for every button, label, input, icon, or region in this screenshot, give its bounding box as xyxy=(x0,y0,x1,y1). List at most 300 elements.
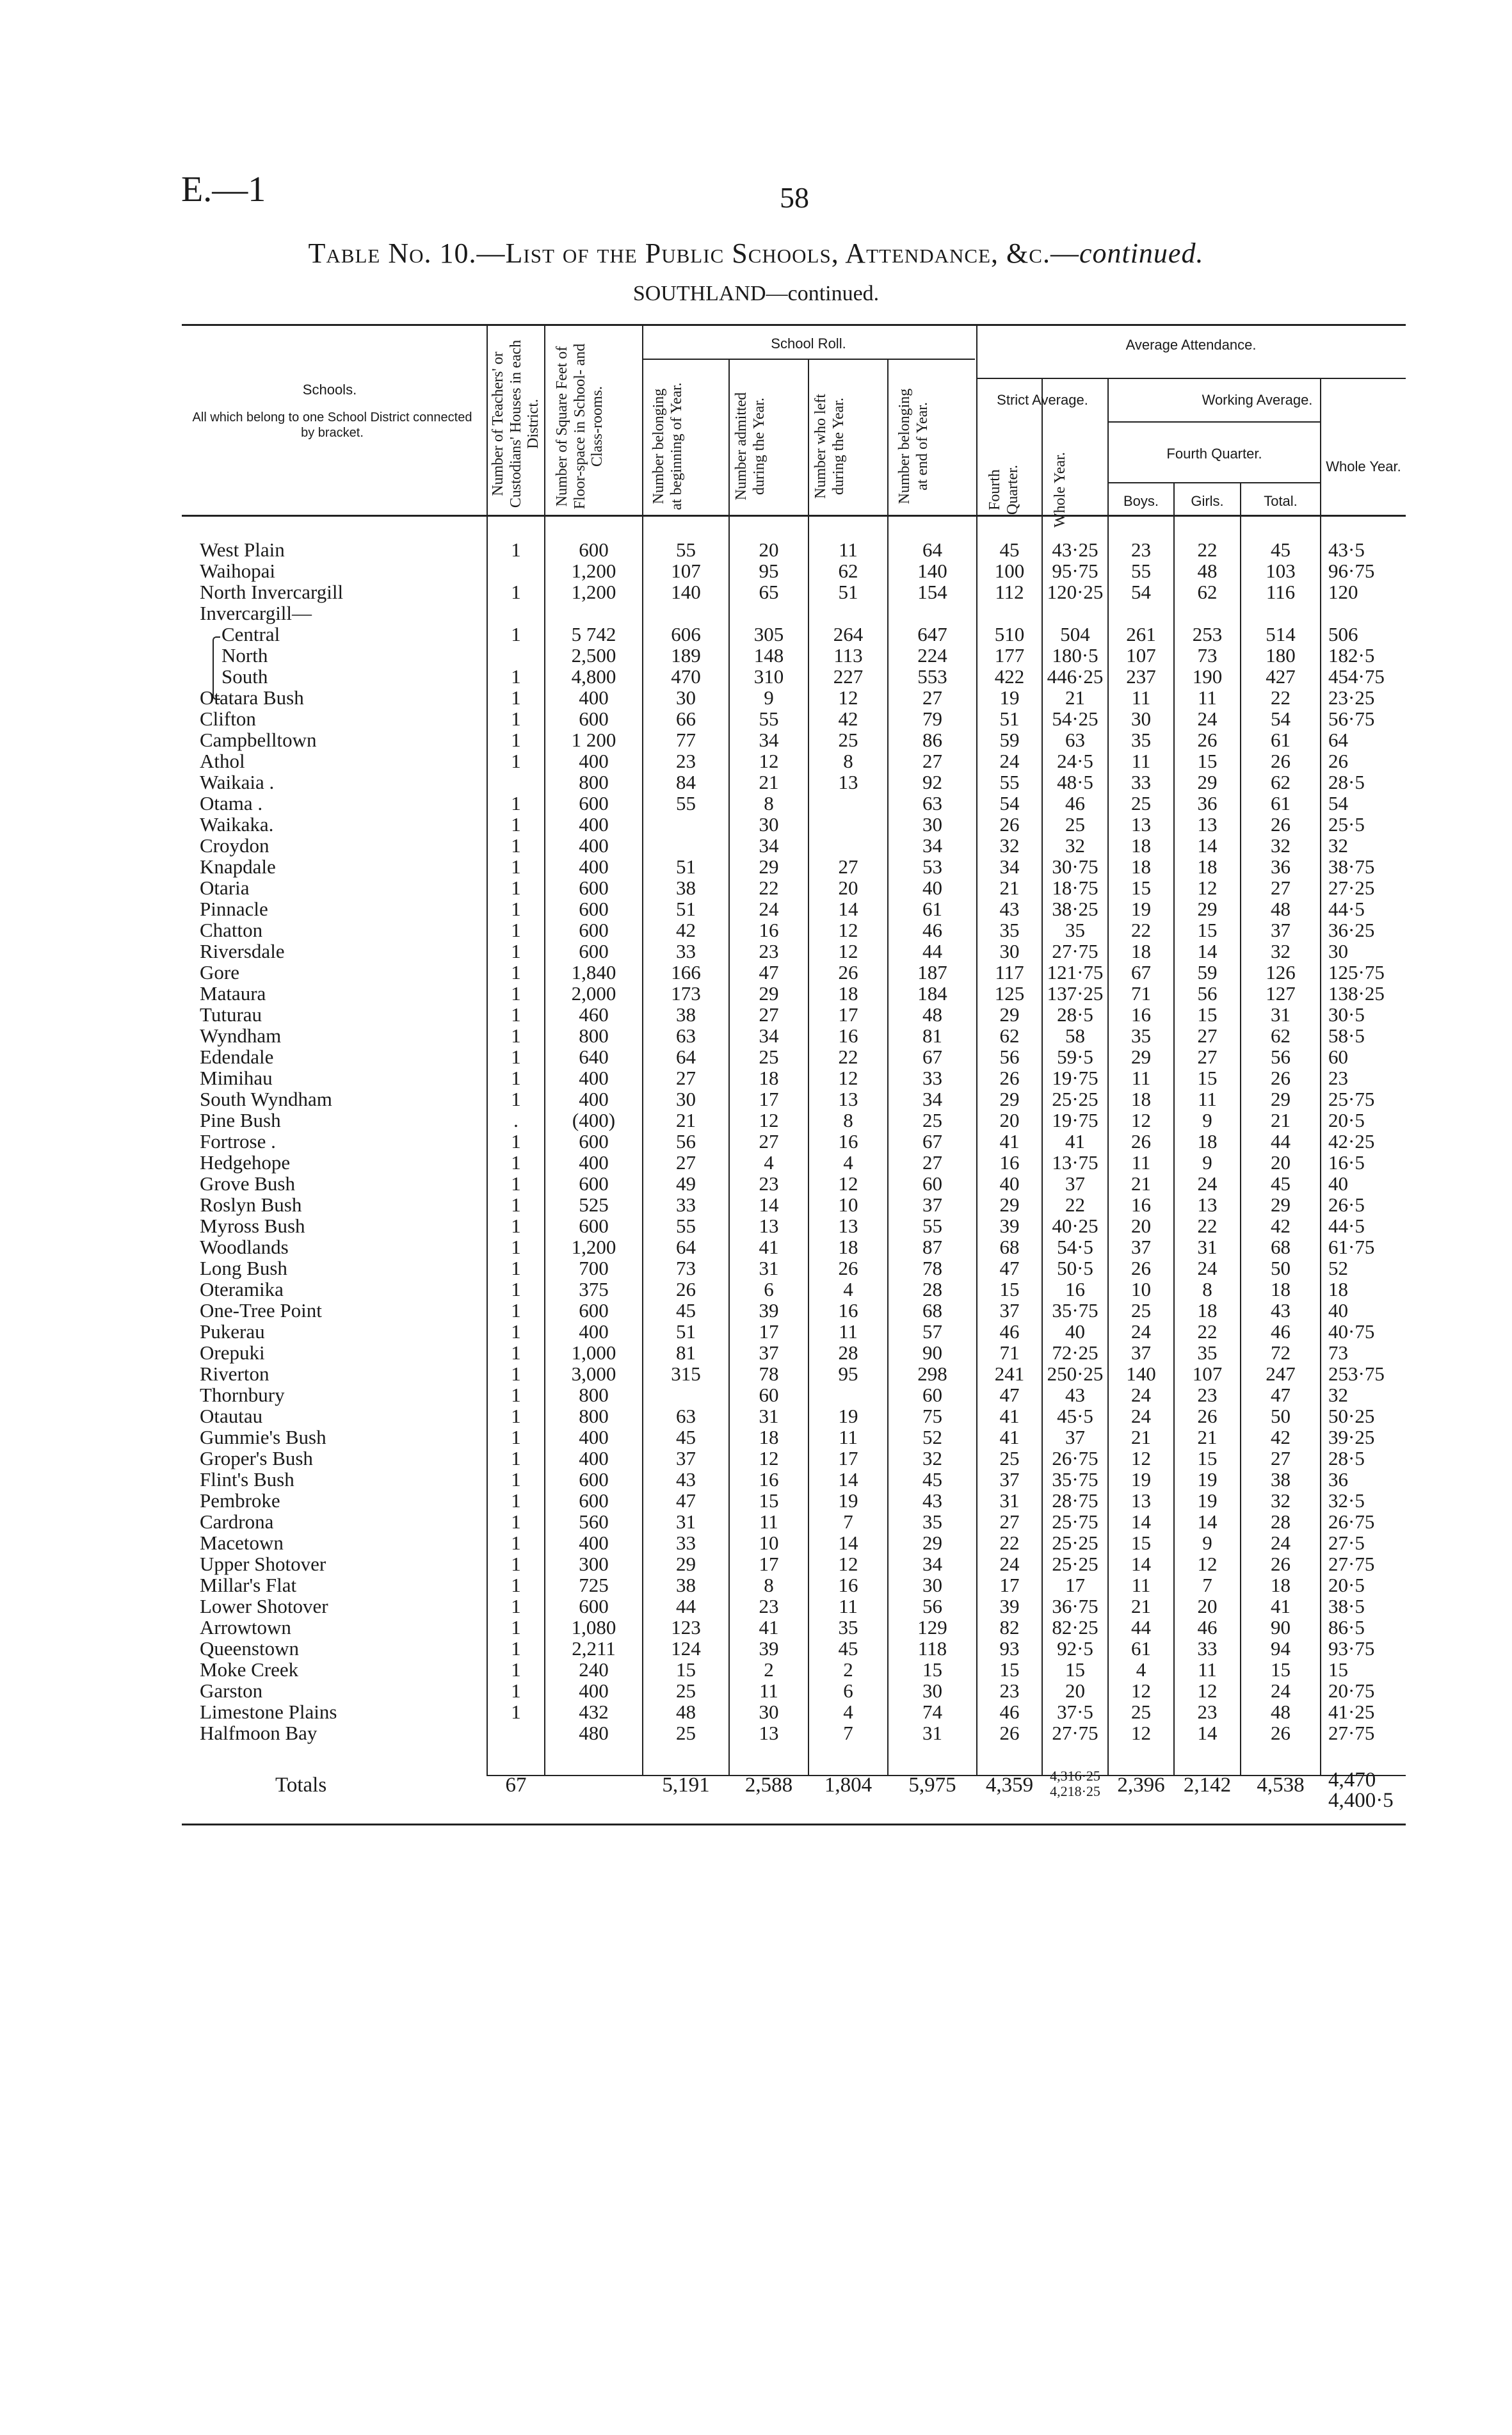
cell-l: 12 xyxy=(838,686,858,709)
cell-b: 166 xyxy=(671,961,701,983)
cell-boys: 35 xyxy=(1131,1024,1151,1047)
cell-a: 4 xyxy=(764,1151,774,1174)
cell-f: 1,000 xyxy=(571,1341,616,1364)
table-row xyxy=(0,1659,1512,1680)
school-name: Waikaka. xyxy=(200,813,274,836)
cell-wy: 36 xyxy=(1328,1468,1348,1491)
cell-tot: 18 xyxy=(1271,1278,1291,1300)
cell-sq: 41 xyxy=(999,1130,1020,1153)
cell-h: 1 xyxy=(511,792,521,814)
cell-tot: 26 xyxy=(1271,750,1291,772)
cell-boys: 107 xyxy=(1126,644,1156,667)
cell-girls: 19 xyxy=(1197,1468,1218,1491)
cell-girls: 15 xyxy=(1197,919,1218,941)
table-row xyxy=(0,1173,1512,1194)
cell-wy: 38·75 xyxy=(1328,855,1375,878)
cell-f: 600 xyxy=(579,1468,609,1491)
cell-a: 78 xyxy=(759,1363,779,1385)
school-name: Croydon xyxy=(200,834,269,857)
cell-girls: 24 xyxy=(1197,708,1218,730)
cell-a: 13 xyxy=(759,1722,779,1744)
cell-sy: 37 xyxy=(1065,1426,1085,1448)
school-name: Upper Shotover xyxy=(200,1553,326,1575)
strict-fourth-quarter-header: Fourth Quarter. xyxy=(986,465,1021,515)
cell-tot: 90 xyxy=(1271,1616,1291,1638)
cell-b: 31 xyxy=(676,1510,696,1533)
cell-girls: 9 xyxy=(1202,1109,1212,1131)
cell-sq: 27 xyxy=(999,1510,1020,1533)
cell-tot: 61 xyxy=(1271,729,1291,751)
cell-f: 240 xyxy=(579,1658,609,1681)
cell-e: 29 xyxy=(922,1532,942,1554)
cell-wy: 30 xyxy=(1328,940,1348,962)
cell-h: 1 xyxy=(511,686,521,709)
school-name: Woodlands xyxy=(200,1236,289,1258)
cell-sq: 24 xyxy=(999,750,1020,772)
table-row xyxy=(0,1363,1512,1384)
school-name: Riversdale xyxy=(200,940,285,962)
cell-girls: 26 xyxy=(1197,729,1218,751)
cell-boys: 11 xyxy=(1131,1067,1151,1089)
cell-girls: 23 xyxy=(1197,1701,1218,1723)
cell-boys: 14 xyxy=(1131,1553,1151,1575)
cell-boys: 18 xyxy=(1131,940,1151,962)
school-name: Lower Shotover xyxy=(200,1595,328,1617)
cell-a: 41 xyxy=(759,1236,779,1258)
cell-a: 12 xyxy=(759,1109,779,1131)
table-row xyxy=(0,1152,1512,1173)
cell-l: 12 xyxy=(838,1172,858,1195)
cell-e: 34 xyxy=(922,834,942,857)
school-name: Orepuki xyxy=(200,1341,265,1364)
cell-sq: 30 xyxy=(999,940,1020,962)
cell-f: 400 xyxy=(579,1088,609,1110)
school-name: Arrowtown xyxy=(200,1616,291,1638)
cell-l: 10 xyxy=(838,1193,858,1216)
table-row xyxy=(0,1596,1512,1617)
cell-a: 23 xyxy=(759,1595,779,1617)
cell-girls: 14 xyxy=(1197,1722,1218,1744)
table-row xyxy=(0,1236,1512,1258)
cell-girls: 73 xyxy=(1197,644,1218,667)
cell-b: 25 xyxy=(676,1679,696,1702)
cell-sq: 422 xyxy=(994,665,1025,688)
cell-wy: 73 xyxy=(1328,1341,1348,1364)
schools-header: Schools. xyxy=(302,382,357,398)
school-name: South xyxy=(221,665,268,688)
cell-sy: 20 xyxy=(1065,1679,1085,1702)
cell-sy: 24·5 xyxy=(1057,750,1093,772)
cell-a: 14 xyxy=(759,1193,779,1216)
cell-a: 6 xyxy=(764,1278,774,1300)
cell-tot: 27 xyxy=(1271,1447,1291,1469)
cell-a: 15 xyxy=(759,1489,779,1512)
cell-tot: 514 xyxy=(1266,623,1296,645)
cell-e: 63 xyxy=(922,792,942,814)
cell-tot: 48 xyxy=(1271,898,1291,920)
cell-boys: 44 xyxy=(1131,1616,1151,1638)
cell-h: 1 xyxy=(511,813,521,836)
cell-girls: 62 xyxy=(1197,581,1218,603)
cell-sy: 504 xyxy=(1060,623,1090,645)
cell-f: 525 xyxy=(579,1193,609,1216)
cell-wy: 32 xyxy=(1328,834,1348,857)
cell-l: 11 xyxy=(839,538,858,561)
cell-tot: 20 xyxy=(1271,1151,1291,1174)
cell-tot: 22 xyxy=(1271,686,1291,709)
cell-e: 27 xyxy=(922,686,942,709)
cell-tot: 50 xyxy=(1271,1257,1291,1279)
school-name: Millar's Flat xyxy=(200,1574,297,1596)
cell-a: 41 xyxy=(759,1616,779,1638)
totals-strict-year-1: 4,316·25 xyxy=(1050,1768,1100,1784)
subheader-rule-attendance xyxy=(976,378,1406,379)
region-title: SOUTHLAND—continued. xyxy=(632,282,880,305)
cell-wy: 44·5 xyxy=(1328,898,1365,920)
cell-wy: 120 xyxy=(1328,581,1358,603)
cell-b: 55 xyxy=(676,1215,696,1237)
cell-b: 81 xyxy=(676,1341,696,1364)
cell-sq: 15 xyxy=(999,1278,1020,1300)
cell-b: 73 xyxy=(676,1257,696,1279)
cell-f: (400) xyxy=(572,1109,616,1131)
cell-sy: 22 xyxy=(1065,1193,1085,1216)
cell-h: 1 xyxy=(511,1447,521,1469)
school-name: Central xyxy=(221,623,280,645)
cell-h: 1 xyxy=(511,1595,521,1617)
school-name: Myross Bush xyxy=(200,1215,305,1237)
cell-a: 12 xyxy=(759,750,779,772)
cell-h: 1 xyxy=(511,1384,521,1406)
cell-girls: 107 xyxy=(1192,1363,1223,1385)
cell-sq: 510 xyxy=(994,623,1025,645)
cell-h: 1 xyxy=(511,1616,521,1638)
cell-tot: 29 xyxy=(1271,1088,1291,1110)
roll-end-header: Number belonging at end of Year. xyxy=(896,388,931,505)
cell-l: 16 xyxy=(838,1574,858,1596)
cell-a: 30 xyxy=(759,1701,779,1723)
cell-h: 1 xyxy=(511,729,521,751)
cell-a: 34 xyxy=(759,834,779,857)
cell-tot: 32 xyxy=(1271,940,1291,962)
totals-whole-year-1: 4,470 xyxy=(1328,1768,1376,1792)
school-name: Cardrona xyxy=(200,1510,274,1533)
school-name: Campbelltown xyxy=(200,729,317,751)
cell-girls: 19 xyxy=(1197,1489,1218,1512)
cell-girls: 23 xyxy=(1197,1384,1218,1406)
cell-b: 55 xyxy=(676,538,696,561)
page-identifier: E.—1 xyxy=(181,170,266,209)
cell-l: 16 xyxy=(838,1130,858,1153)
table-row xyxy=(0,1342,1512,1363)
cell-f: 600 xyxy=(579,919,609,941)
cell-wy: 253·75 xyxy=(1328,1363,1385,1385)
cell-wy: 36·25 xyxy=(1328,919,1375,941)
cell-wy: 25·75 xyxy=(1328,1088,1375,1110)
cell-sq: 93 xyxy=(999,1637,1020,1660)
cell-b: 30 xyxy=(676,686,696,709)
cell-wy: 16·5 xyxy=(1328,1151,1365,1174)
totals-girls: 2,142 xyxy=(1183,1774,1232,1797)
cell-wy: 20·5 xyxy=(1328,1574,1365,1596)
school-name: Tuturau xyxy=(200,1003,262,1026)
cell-f: 800 xyxy=(579,1024,609,1047)
cell-l: 28 xyxy=(838,1341,858,1364)
cell-wy: 32 xyxy=(1328,1384,1348,1406)
cell-boys: 237 xyxy=(1126,665,1156,688)
cell-sy: 15 xyxy=(1065,1658,1085,1681)
cell-sy: 28·5 xyxy=(1057,1003,1093,1026)
cell-wy: 39·25 xyxy=(1328,1426,1375,1448)
cell-a: 30 xyxy=(759,813,779,836)
table-row xyxy=(0,1448,1512,1469)
cell-f: 400 xyxy=(579,686,609,709)
cell-l: 14 xyxy=(838,1532,858,1554)
cell-e: 129 xyxy=(917,1616,947,1638)
cell-wy: 40·75 xyxy=(1328,1320,1375,1343)
cell-e: 74 xyxy=(922,1701,942,1723)
cell-tot: 27 xyxy=(1271,877,1291,899)
cell-sy: 446·25 xyxy=(1047,665,1104,688)
cell-sy: 41 xyxy=(1065,1130,1085,1153)
school-name: Pukerau xyxy=(200,1320,265,1343)
cell-b: 47 xyxy=(676,1489,696,1512)
cell-boys: 26 xyxy=(1131,1257,1151,1279)
cell-a: 10 xyxy=(759,1532,779,1554)
cell-sy: 32 xyxy=(1065,834,1085,857)
cell-f: 600 xyxy=(579,940,609,962)
cell-b: 51 xyxy=(676,1320,696,1343)
cell-girls: 22 xyxy=(1197,1215,1218,1237)
cell-sy: 13·75 xyxy=(1052,1151,1098,1174)
cell-f: 2,000 xyxy=(571,982,616,1005)
cell-boys: 19 xyxy=(1131,898,1151,920)
cell-sq: 46 xyxy=(999,1320,1020,1343)
subheader-rule-quarter xyxy=(1109,482,1320,483)
table-row xyxy=(0,1004,1512,1025)
cell-h: 1 xyxy=(511,581,521,603)
cell-b: 124 xyxy=(671,1637,701,1660)
cell-sq: 26 xyxy=(999,1722,1020,1744)
subheader-rule-working xyxy=(1109,421,1320,423)
cell-e: 27 xyxy=(922,1151,942,1174)
cell-f: 460 xyxy=(579,1003,609,1026)
cell-f: 600 xyxy=(579,538,609,561)
cell-b: 606 xyxy=(671,623,701,645)
cell-sq: 41 xyxy=(999,1426,1020,1448)
school-name: Mataura xyxy=(200,982,266,1005)
cell-e: 34 xyxy=(922,1553,942,1575)
cell-e: 86 xyxy=(922,729,942,751)
cell-e: 43 xyxy=(922,1489,942,1512)
cell-boys: 14 xyxy=(1131,1510,1151,1533)
cell-girls: 29 xyxy=(1197,771,1218,793)
cell-a: 11 xyxy=(759,1679,778,1702)
cell-sq: 177 xyxy=(994,644,1025,667)
cell-girls: 56 xyxy=(1197,982,1218,1005)
cell-sy: 95·75 xyxy=(1052,560,1098,582)
cell-e: 44 xyxy=(922,940,942,962)
table-row xyxy=(0,877,1512,898)
cell-a: 22 xyxy=(759,877,779,899)
cell-f: 400 xyxy=(579,1447,609,1469)
cell-boys: 11 xyxy=(1131,750,1151,772)
cell-a: 17 xyxy=(759,1553,779,1575)
cell-sy: 18·75 xyxy=(1052,877,1098,899)
totals-admitted: 2,588 xyxy=(744,1774,793,1797)
cell-f: 432 xyxy=(579,1701,609,1723)
cell-sy: 63 xyxy=(1065,729,1085,751)
cell-boys: 18 xyxy=(1131,855,1151,878)
cell-wy: 454·75 xyxy=(1328,665,1385,688)
cell-b: 140 xyxy=(671,581,701,603)
cell-f: 600 xyxy=(579,792,609,814)
school-name: Clifton xyxy=(200,708,256,730)
cell-girls: 12 xyxy=(1197,1679,1218,1702)
cell-sy: 21 xyxy=(1065,686,1085,709)
cell-e: 553 xyxy=(917,665,947,688)
cell-e: 56 xyxy=(922,1595,942,1617)
school-name: Oteramika xyxy=(200,1278,284,1300)
cell-wy: 40 xyxy=(1328,1172,1348,1195)
cell-b: 42 xyxy=(676,919,696,941)
fourth-quarter-header: Fourth Quarter. xyxy=(1166,446,1262,462)
cell-l: 4 xyxy=(843,1701,853,1723)
cell-a: 31 xyxy=(759,1257,779,1279)
cell-sy: 27·75 xyxy=(1052,1722,1098,1744)
roll-admitted-header: Number admitted during the Year. xyxy=(733,392,768,501)
cell-f: 400 xyxy=(579,813,609,836)
cell-girls: 21 xyxy=(1197,1426,1218,1448)
cell-h: 1 xyxy=(511,855,521,878)
school-name: Limestone Plains xyxy=(200,1701,337,1723)
cell-boys: 25 xyxy=(1131,1299,1151,1322)
table-row xyxy=(0,1469,1512,1490)
table-row xyxy=(0,1279,1512,1300)
cell-sq: 29 xyxy=(999,1088,1020,1110)
cell-f: 375 xyxy=(579,1278,609,1300)
cell-l: 227 xyxy=(833,665,864,688)
cell-boys: 24 xyxy=(1131,1320,1151,1343)
table-row xyxy=(0,1574,1512,1596)
cell-sq: 29 xyxy=(999,1003,1020,1026)
table-row xyxy=(0,1258,1512,1279)
cell-a: 34 xyxy=(759,1024,779,1047)
cell-a: 24 xyxy=(759,898,779,920)
cell-sq: 39 xyxy=(999,1215,1020,1237)
cell-boys: 55 xyxy=(1131,560,1151,582)
cell-h: 1 xyxy=(511,919,521,941)
cell-f: 800 xyxy=(579,1405,609,1427)
cell-e: 67 xyxy=(922,1046,942,1068)
cell-a: 25 xyxy=(759,1046,779,1068)
cell-h: 1 xyxy=(511,1003,521,1026)
cell-sy: 38·25 xyxy=(1052,898,1098,920)
cell-boys: 24 xyxy=(1131,1384,1151,1406)
cell-sy: 35·75 xyxy=(1052,1299,1098,1322)
cell-sy: 27·75 xyxy=(1052,940,1098,962)
cell-f: 5 742 xyxy=(571,623,616,645)
cell-e: 37 xyxy=(922,1193,942,1216)
cell-e: 33 xyxy=(922,1067,942,1089)
cell-girls: 15 xyxy=(1197,750,1218,772)
cell-tot: 32 xyxy=(1271,1489,1291,1512)
cell-girls: 35 xyxy=(1197,1341,1218,1364)
totals-houses: 67 xyxy=(505,1774,527,1797)
table-title-continued: continued. xyxy=(1079,238,1204,269)
cell-f: 400 xyxy=(579,1679,609,1702)
cell-wy: 26·5 xyxy=(1328,1193,1365,1216)
cell-b: 51 xyxy=(676,898,696,920)
cell-b: 26 xyxy=(676,1278,696,1300)
cell-b: 48 xyxy=(676,1701,696,1723)
cell-a: 95 xyxy=(759,560,779,582)
cell-f: 2,211 xyxy=(572,1637,616,1660)
cell-l: 13 xyxy=(838,1215,858,1237)
school-name: Flint's Bush xyxy=(200,1468,294,1491)
cell-f: 725 xyxy=(579,1574,609,1596)
cell-wy: 32·5 xyxy=(1328,1489,1365,1512)
school-name: Invercargill— xyxy=(200,602,312,624)
cell-boys: 21 xyxy=(1131,1426,1151,1448)
school-name: Queenstown xyxy=(200,1637,299,1660)
cell-f: 560 xyxy=(579,1510,609,1533)
cell-h: 1 xyxy=(511,1046,521,1068)
cell-sq: 20 xyxy=(999,1109,1020,1131)
table-row xyxy=(0,962,1512,983)
cell-girls: 48 xyxy=(1197,560,1218,582)
cell-wy: 41·25 xyxy=(1328,1701,1375,1723)
table-row xyxy=(0,1553,1512,1574)
cell-boys: 12 xyxy=(1131,1679,1151,1702)
cell-h: 1 xyxy=(511,1426,521,1448)
cell-tot: 15 xyxy=(1271,1658,1291,1681)
cell-wy: 138·25 xyxy=(1328,982,1385,1005)
school-name: Knapdale xyxy=(200,855,276,878)
cell-e: 35 xyxy=(922,1510,942,1533)
totals-left: 1,804 xyxy=(824,1774,873,1797)
cell-sy: 121·75 xyxy=(1047,961,1104,983)
cell-tot: 21 xyxy=(1271,1109,1291,1131)
table-row xyxy=(0,772,1512,793)
cell-tot: 42 xyxy=(1271,1426,1291,1448)
cell-e: 60 xyxy=(922,1384,942,1406)
cell-h: 1 xyxy=(511,940,521,962)
table-row xyxy=(0,1131,1512,1152)
cell-e: 53 xyxy=(922,855,942,878)
cell-sy: 82·25 xyxy=(1052,1616,1098,1638)
cell-girls: 15 xyxy=(1197,1003,1218,1026)
cell-wy: 28·5 xyxy=(1328,1447,1365,1469)
cell-girls: 18 xyxy=(1197,1299,1218,1322)
cell-b: 64 xyxy=(676,1236,696,1258)
cell-a: 16 xyxy=(759,919,779,941)
cell-b: 107 xyxy=(671,560,701,582)
table-row xyxy=(0,898,1512,919)
cell-wy: 26·75 xyxy=(1328,1510,1375,1533)
cell-sy: 50·5 xyxy=(1057,1257,1093,1279)
cell-h: 1 xyxy=(511,834,521,857)
cell-girls: 18 xyxy=(1197,855,1218,878)
table-row xyxy=(0,750,1512,772)
cell-l: 113 xyxy=(833,644,863,667)
cell-boys: 67 xyxy=(1131,961,1151,983)
cell-sy: 16 xyxy=(1065,1278,1085,1300)
cell-girls: 7 xyxy=(1202,1574,1212,1596)
cell-girls: 22 xyxy=(1197,1320,1218,1343)
table-row xyxy=(0,1701,1512,1722)
table-row xyxy=(0,1215,1512,1236)
